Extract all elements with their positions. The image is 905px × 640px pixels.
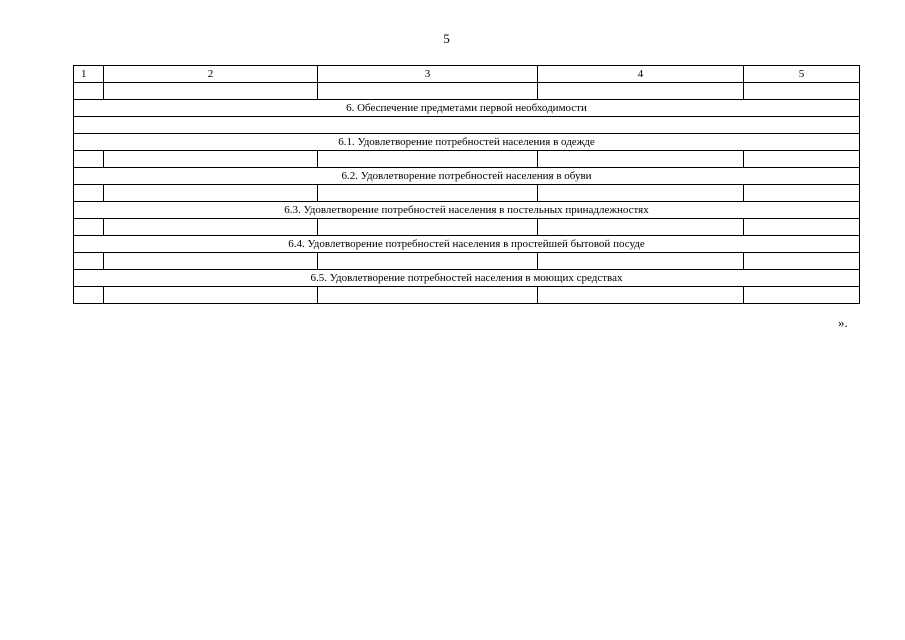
table-cell	[318, 151, 538, 168]
column-header-1: 1	[74, 66, 104, 83]
table-cell	[104, 219, 318, 236]
table-cell	[744, 287, 860, 304]
table-cell	[538, 219, 744, 236]
table-cell	[74, 219, 104, 236]
table-cell	[744, 83, 860, 100]
table-row	[74, 253, 860, 270]
section-heading-6-3: 6.3. Удовлетворение потребностей населения в постельных принадлежностях	[74, 202, 860, 219]
table-row	[74, 117, 860, 134]
section-row	[74, 202, 860, 219]
section-row	[74, 134, 860, 151]
section-row	[74, 270, 860, 287]
table-header-row	[74, 66, 860, 83]
page-number: 5	[443, 31, 450, 46]
table-cell	[538, 287, 744, 304]
table-cell	[104, 83, 318, 100]
table-row	[74, 151, 860, 168]
table-cell	[74, 253, 104, 270]
section-heading-6-5: 6.5. Удовлетворение потребностей населения в моющих средствах	[74, 270, 860, 287]
column-header-4: 4	[538, 66, 744, 83]
closing-quote-mark: ».	[838, 315, 848, 330]
table-row	[74, 83, 860, 100]
column-header-3: 3	[318, 66, 538, 83]
section-heading-6-4: 6.4. Удовлетворение потребностей населения в простейшей бытовой посуде	[74, 236, 860, 253]
table-cell	[104, 151, 318, 168]
table-row	[74, 185, 860, 202]
table-cell	[538, 83, 744, 100]
section-row	[74, 100, 860, 117]
section-heading-6: 6. Обеспечение предметами первой необходимости	[74, 100, 860, 117]
table-row	[74, 219, 860, 236]
document-table	[73, 65, 860, 304]
table-cell	[74, 287, 104, 304]
section-heading-6-1: 6.1. Удовлетворение потребностей населения в одежде	[74, 134, 860, 151]
table-cell	[74, 185, 104, 202]
table-cell	[744, 219, 860, 236]
table-cell	[538, 151, 744, 168]
table-cell	[538, 185, 744, 202]
table-cell	[74, 151, 104, 168]
table-cell	[744, 253, 860, 270]
table-row	[74, 287, 860, 304]
table-cell	[318, 185, 538, 202]
table-cell	[744, 185, 860, 202]
column-header-2: 2	[104, 66, 318, 83]
column-header-5: 5	[744, 66, 860, 83]
section-heading-6-2: 6.2. Удовлетворение потребностей населения в обуви	[74, 168, 860, 185]
table-cell	[318, 287, 538, 304]
table-cell	[104, 185, 318, 202]
section-row	[74, 168, 860, 185]
table-cell	[744, 151, 860, 168]
table-cell	[318, 253, 538, 270]
table-cell	[318, 83, 538, 100]
section-row	[74, 236, 860, 253]
table-cell	[104, 253, 318, 270]
table-cell	[74, 117, 860, 134]
table-cell	[538, 253, 744, 270]
table-cell	[74, 83, 104, 100]
table-cell	[318, 219, 538, 236]
table-cell	[104, 287, 318, 304]
